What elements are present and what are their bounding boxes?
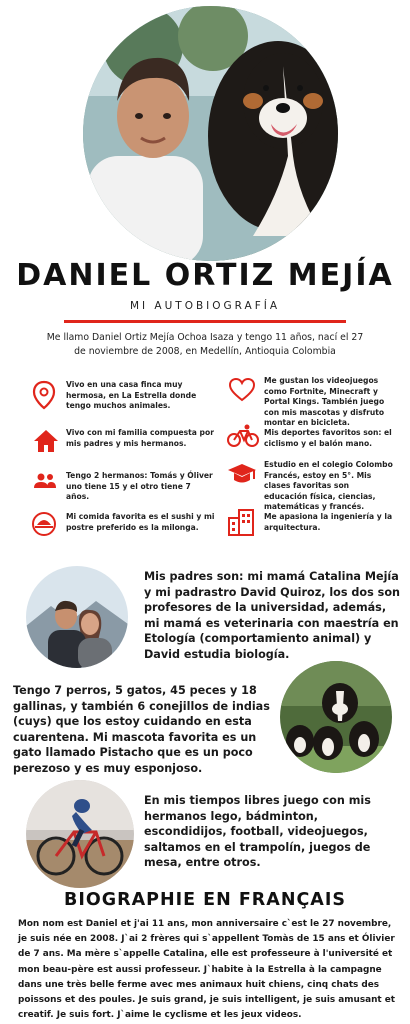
boy-and-dog-photo: [83, 6, 338, 261]
fact-videogames: Me gustan los videojuegos como Fortnite, Minecraft y Portal Kings. También juego con mis mascotas y disfruto montar en bicicleta.: [264, 376, 385, 427]
fact-school: Estudio en el colegio Colombo Francés, estoy en 5°. Mis clases favoritas son educación física, ciencias, matemáticas y francés.: [264, 460, 393, 511]
buildings-icon: [227, 508, 255, 536]
people-icon: [33, 472, 57, 490]
fact-food: Mi comida favorita es el sushi y mi postre preferido es la milonga.: [66, 512, 215, 532]
page-subtitle: MI AUTOBIOGRAFÍA: [129, 300, 281, 312]
parents-photo: [26, 566, 128, 668]
fact-brothers: Tengo 2 hermanos: Tomás y Óliver uno tiene 15 y el otro tiene 7 años.: [66, 471, 213, 501]
house-icon: [33, 429, 59, 453]
page-title: DANIEL ORTIZ MEJÍA: [16, 258, 394, 293]
title-divider: [64, 320, 346, 323]
food-dish-icon: [31, 511, 57, 537]
french-biography-text: Mon nom est Daniel et j'ai 11 ans, mon anniversaire c`est le 27 novembre, je suis née en 2008. J`ai 2 frères qui s`appellent Tomàs de 15 ans et Ólivier de 7 ans. Ma mère s`appelle Catalina, elle est professeure à l'université et mon beau-père est aussi professeur. J`habite à la Estrella à la campagne dans une très belle ferme avec mes animaux huit chiens, cinq chats des poissons et des poules. Je suis grand, je suis intelligent, je suis amusant et creatif. Je suis fort. J`aime le cyclisme et les jeux videos.: [18, 919, 396, 1021]
fact-engineering: Me apasiona la ingeniería y la arquitectura.: [264, 512, 393, 532]
fact-family: Vivo con mi familia compuesta por mis padres y mis hermanos.: [66, 428, 214, 448]
french-title: BIOGRAPHIE EN FRANÇAIS: [64, 890, 346, 910]
free-time-paragraph: En mis tiempos libres juego con mis hermanos lego, bádminton, escondidijos, football, videojuegos, saltamos en el trampolín, juegos de mesa, entre otros.: [144, 794, 371, 869]
fact-sports: Mis deportes favoritos son: el ciclismo y el balón mano.: [264, 428, 392, 448]
pets-paragraph: Tengo 7 perros, 5 gatos, 45 peces y 18 gallinas, y también 6 conejillos de indias (cuys) que los estoy cuidando en esta cuarentena. Mi mascota favorita es un gato llamado Pistacho que es un poco perezoso y es muy esponjoso.: [13, 684, 270, 775]
parents-paragraph: Mis padres son: mi mamá Catalina Mejía y mi padrastro David Quiroz, los dos son profesores de la universidad, además, mi mamá es veterinaria con maestría en Etología (comportamiento animal) y David estudia biología.: [144, 570, 400, 661]
intro-text: Me llamo Daniel Ortiz Mejía Ochoa Isaza y tengo 11 años, nací el 27 de noviembre de 2008, en Medellín, Antioquia Colombia: [46, 332, 364, 357]
hero-photo: [83, 6, 338, 261]
dogs-photo: [280, 661, 392, 773]
bicycle-icon: [227, 424, 259, 448]
fact-home: Vivo en una casa finca muy hermosa, en La Estrella donde tengo muchos animales.: [66, 380, 197, 410]
location-pin-icon: [32, 380, 56, 410]
cycling-photo: [26, 780, 134, 888]
graduation-cap-icon: [227, 462, 257, 488]
heart-icon: [229, 378, 255, 402]
